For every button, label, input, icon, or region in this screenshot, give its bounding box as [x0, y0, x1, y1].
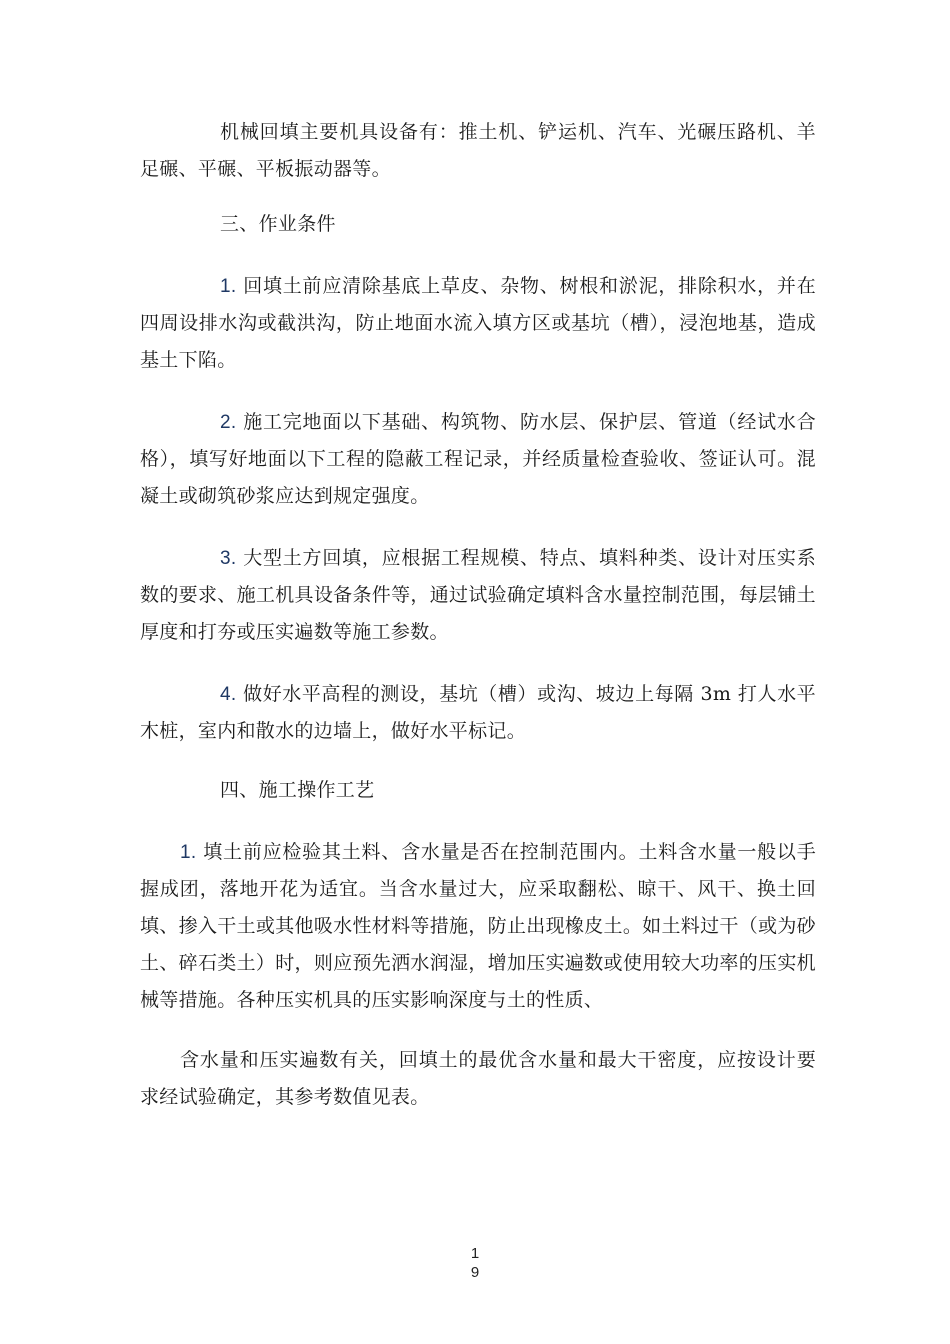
list-number: 1. [180, 842, 197, 863]
paragraph-text: 含水量和压实遍数有关，回填土的最优含水量和最大干密度，应按设计要求经试验确定，其参考数值见表。 [140, 1049, 816, 1108]
page-number-line-2: 9 [470, 1264, 480, 1281]
list-item-text: 做好水平高程的测设，基坑（槽）或沟、坡边上每隔 3m 打人水平木桩，室内和散水的边墙上，做好水平标记。 [140, 683, 816, 742]
list-item-text: 填土前应检验其土料、含水量是否在控制范围内。土料含水量一般以手握成团，落地开花为适宜。当含水量过大，应采取翻松、晾干、风干、换土回填、掺入干土或其他吸水性材料等措施，防止出现橡皮土。如土料过干（或为砂土、碎石类土）时，则应预先洒水润湿，增加压实遍数或使用较大功率的压实机械等措施。各种压实机具的压实影响深度与土的性质、 [140, 841, 816, 1011]
list-number: 1. [220, 276, 237, 297]
list-number: 3. [220, 548, 237, 569]
list-item-condition-1 [140, 268, 816, 379]
section-heading-text: 四、施工操作工艺 [220, 779, 375, 801]
list-item-condition-2 [140, 404, 816, 515]
list-item-text: 大型土方回填，应根据工程规模、特点、填料种类、设计对压实系数的要求、施工机具设备条件等，通过试验确定填料含水量控制范围，每层铺土厚度和打夯或压实遍数等施工参数。 [140, 547, 817, 643]
page-number-line-1: 1 [470, 1245, 480, 1262]
list-number: 4. [220, 684, 237, 705]
page-number [465, 1244, 485, 1282]
list-number: 2. [220, 412, 237, 433]
section-heading-text: 三、作业条件 [220, 213, 336, 235]
list-item-text: 施工完地面以下基础、构筑物、防水层、保护层、管道（经试水合格），填写好地面以下工程的隐蔽工程记录，并经质量检查验收、签证认可。混凝土或砌筑砂浆应达到规定强度。 [140, 411, 817, 507]
list-item-condition-4 [140, 676, 816, 750]
section-heading-work-conditions [140, 206, 816, 243]
paragraph-text: 机械回填主要机具设备有：推土机、铲运机、汽车、光碾压路机、羊足碾、平碾、平板振动器等。 [140, 121, 816, 180]
list-item-condition-3 [140, 540, 816, 651]
list-item-text: 回填土前应清除基底上草皮、杂物、树根和淤泥，排除积水，并在四周设排水沟或截洪沟，防止地面水流入填方区或基坑（槽），浸泡地基，造成基土下陷。 [140, 275, 817, 371]
section-heading-construction-process [140, 772, 816, 809]
paragraph-equipment [140, 114, 816, 188]
list-item-process-1 [140, 834, 816, 1019]
paragraph-continuation [140, 1042, 816, 1116]
